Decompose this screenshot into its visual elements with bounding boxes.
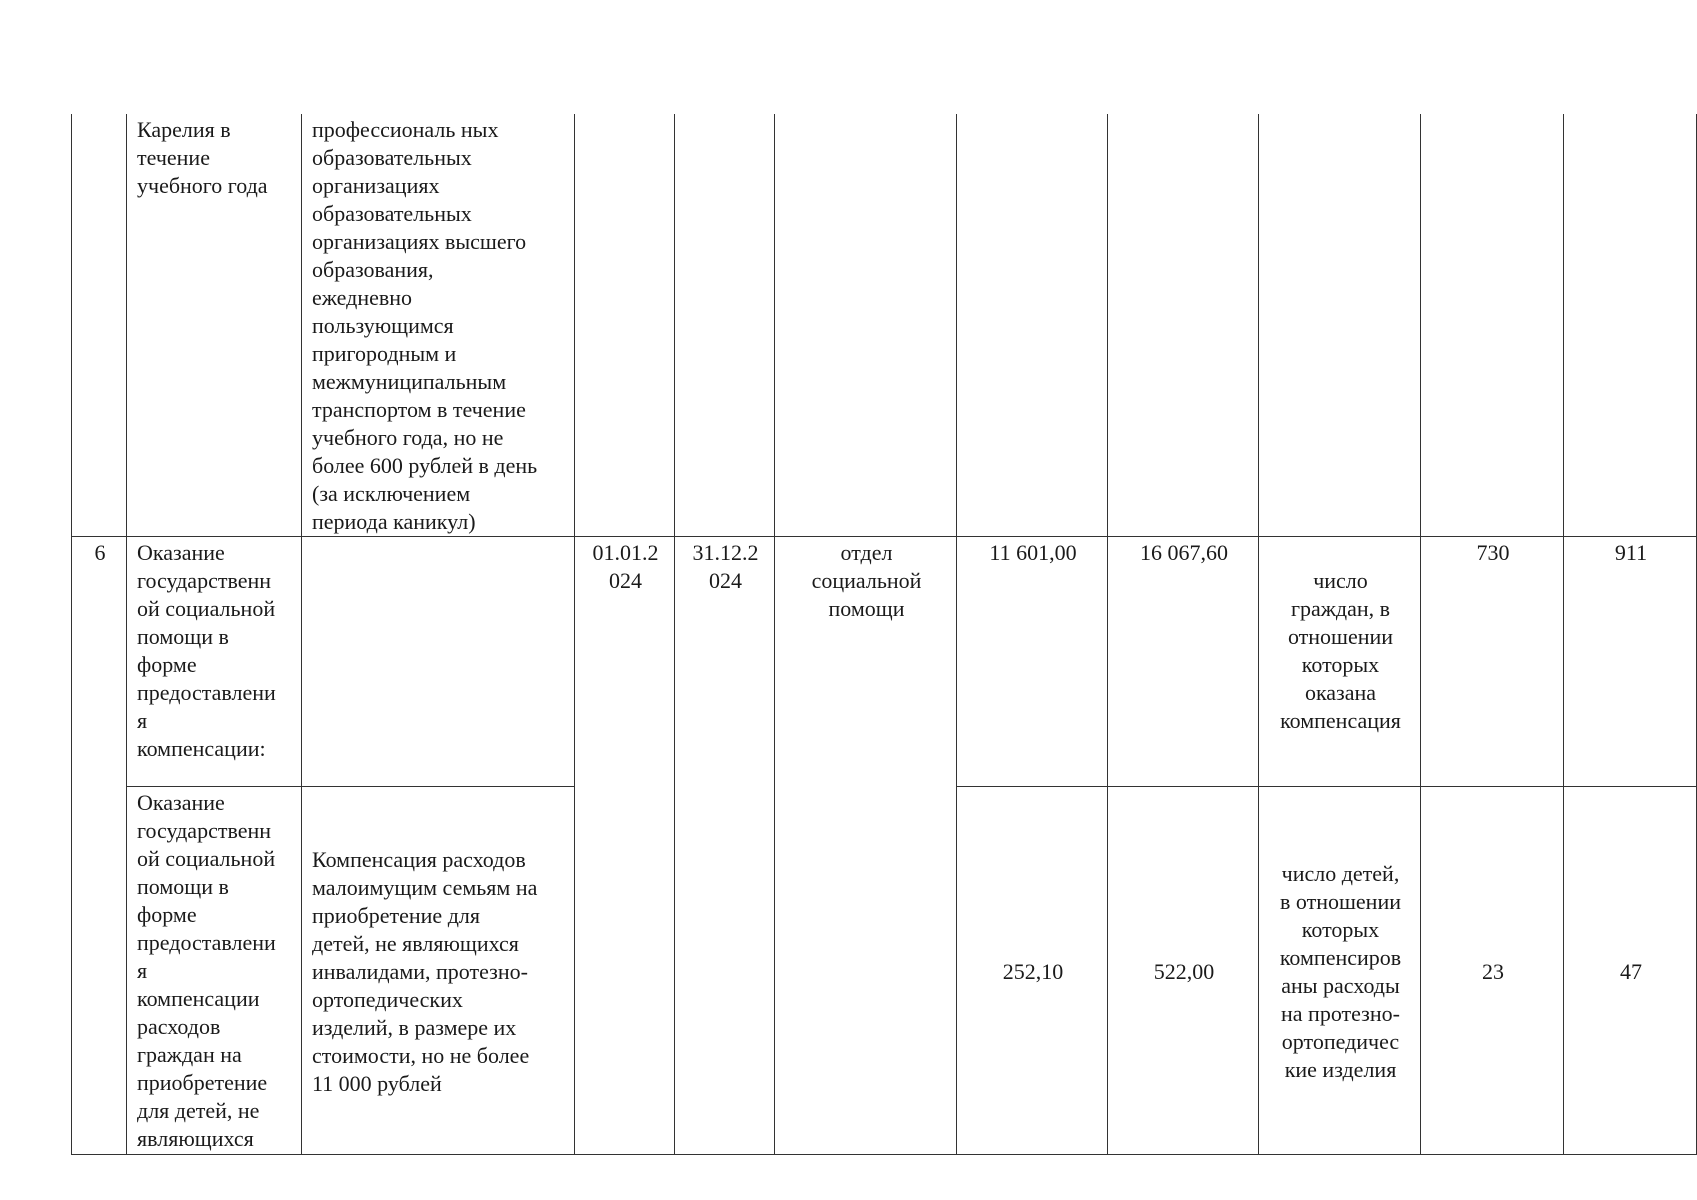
- cell-count-2: [1564, 114, 1697, 537]
- cell-value-1: 252,10: [957, 787, 1108, 1155]
- cell-value-1: [957, 114, 1108, 537]
- program-measures-table: [71, 114, 1697, 1155]
- cell-indicator: число граждан, в отношении которых оказана компенсация: [1259, 537, 1421, 787]
- cell-value-2: [1108, 114, 1259, 537]
- cell-executor: [775, 114, 957, 537]
- cell-measure-description: Компенсация расходов малоимущим семьям на приобретение для детей, не являющихся инвалидами, протезно- ортопедических изделий, в размере их стоимости, но не более 11 000 рублей: [302, 787, 575, 1155]
- cell-end-date: [675, 114, 775, 537]
- cell-num: 6: [72, 537, 127, 1155]
- cell-executor: отдел социальной помощи: [775, 537, 957, 1155]
- cell-count-1: 730: [1421, 537, 1564, 787]
- table-row-continued: [72, 114, 1697, 537]
- cell-measure-name: Оказание государственн ой социальной помощи в форме предоставлени я компенсации:: [127, 537, 302, 787]
- cell-count-2: 47: [1564, 787, 1697, 1155]
- cell-end-date: 31.12.2 024: [675, 537, 775, 1155]
- cell-indicator: [1259, 114, 1421, 537]
- cell-num: [72, 114, 127, 537]
- cell-count-1: [1421, 114, 1564, 537]
- table-row-6: [72, 537, 1697, 787]
- cell-measure-description: профессиональ ных образовательных организациях образовательных организациях высшего образования, ежедневно пользующимся пригородным и межмуниципальным транспортом в течение учебного года, но не более 600 рублей в день (за исключением периода каникул): [302, 114, 575, 537]
- cell-value-1: 11 601,00: [957, 537, 1108, 787]
- cell-measure-description: [302, 537, 575, 787]
- cell-count-2: 911: [1564, 537, 1697, 787]
- cell-indicator: число детей, в отношении которых компенсиров аны расходы на протезно- ортопедичес кие изделия: [1259, 787, 1421, 1155]
- cell-start-date: [575, 114, 675, 537]
- cell-measure-name: Карелия в течение учебного года: [127, 114, 302, 537]
- cell-value-2: 16 067,60: [1108, 537, 1259, 787]
- cell-count-1: 23: [1421, 787, 1564, 1155]
- cell-measure-name: Оказание государственн ой социальной помощи в форме предоставлени я компенсации расходов граждан на приобретение для детей, не являющихся: [127, 787, 302, 1155]
- cell-value-2: 522,00: [1108, 787, 1259, 1155]
- cell-start-date: 01.01.2 024: [575, 537, 675, 1155]
